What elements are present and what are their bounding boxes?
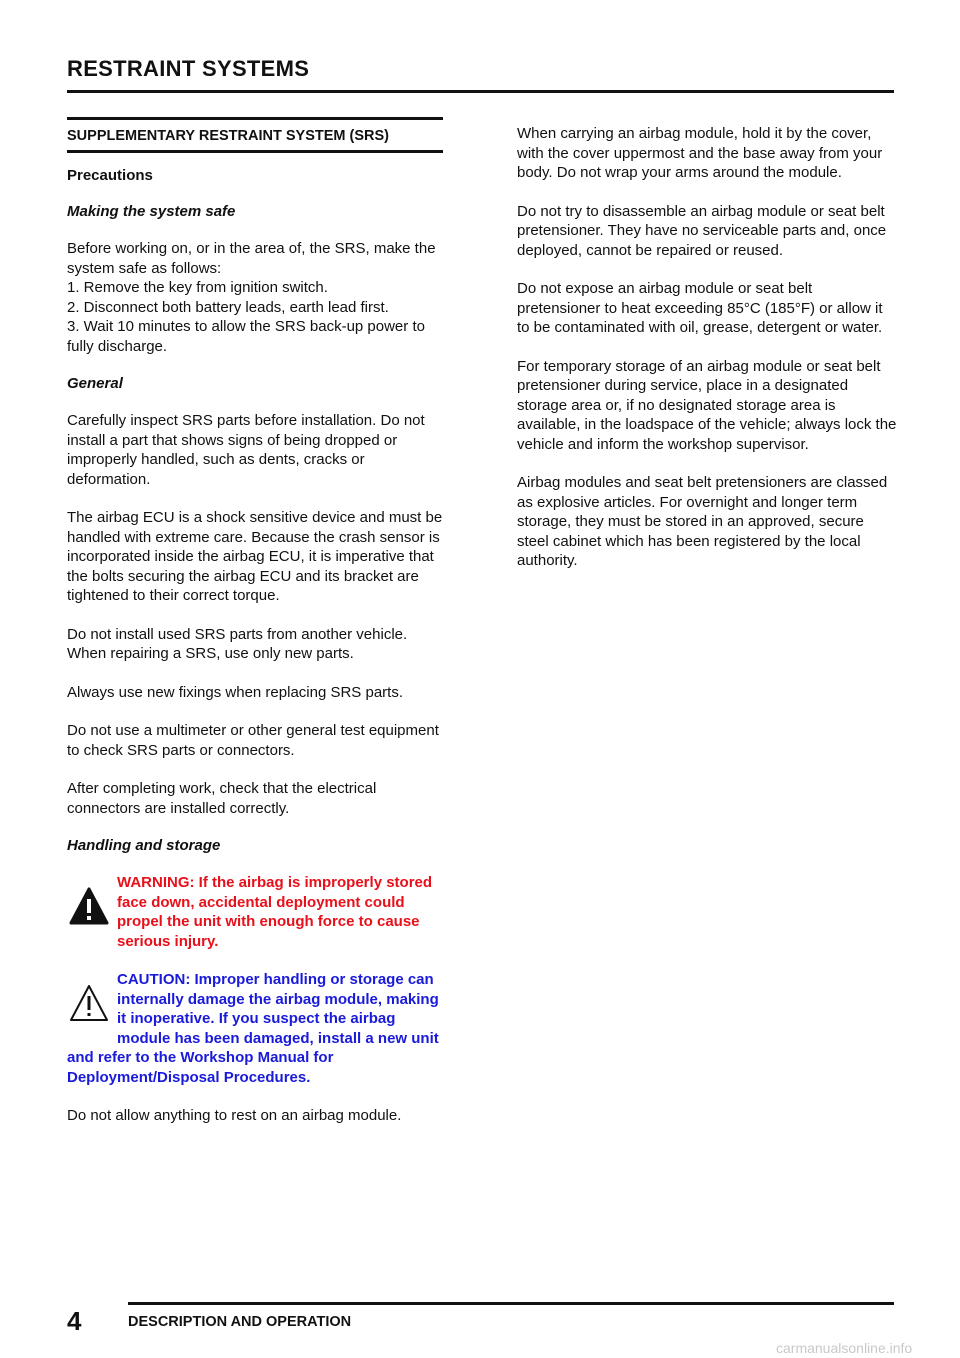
caution-text: CAUTION: Improper handling or storage can internally damage the airbag module, making it inoperative. If you suspect the airbag module has been damaged, install a new unit and refer to the Workshop Manual for Deployment/Disposal Procedures. — [67, 971, 439, 1086]
right-paragraph-4: For temporary storage of an airbag module or seat belt pretensioner during service, place in a designated storage area or, if no designated storage area is available, in the loadspace of the vehicle; always lock the vehicle and inform the workshop supervisor. — [517, 357, 897, 453]
general-paragraph-2: The airbag ECU is a shock sensitive device and must be handled with extreme care. Because the crash sensor is incorporated inside the airbag ECU, it is imperative that the bolts securing the airbag ECU and its bracket are tightened to their correct torque. — [67, 509, 443, 604]
header-rule — [67, 90, 894, 93]
warning-notice — [67, 873, 443, 951]
caution-notice — [67, 970, 443, 1087]
general-heading: General — [67, 375, 123, 392]
footer-rule — [128, 1302, 894, 1305]
safe-step-2: 2. Disconnect both battery leads, earth lead first. — [67, 298, 389, 316]
section-rule-top — [67, 117, 443, 120]
caution-triangle-icon — [67, 978, 111, 1030]
general-paragraph-3: Do not install used SRS parts from another vehicle. When repairing a SRS, use only new parts. — [67, 625, 408, 662]
general-paragraph-4: Always use new fixings when replacing SRS parts. — [67, 683, 403, 701]
general-paragraph-6: After completing work, check that the electrical connectors are installed correctly. — [67, 780, 377, 817]
general-paragraph-1: Carefully inspect SRS parts before installation. Do not install a part that shows signs of being dropped or improperly handled, such as dents, cracks or deformation. — [67, 412, 425, 488]
precautions-heading: Precautions — [67, 167, 153, 184]
page-number: 4 — [67, 1306, 82, 1336]
right-column — [517, 124, 897, 590]
right-paragraph-5: Airbag modules and seat belt pretensioners are classed as explosive articles. For overnight and longer term storage, they must be stored in an approved, secure steel cabinet which has been registered by the local authority. — [517, 474, 888, 569]
watermark: carmanualsonline.info — [776, 1340, 913, 1356]
handling-paragraph: Do not allow anything to rest on an airbag module. — [67, 1107, 402, 1124]
general-paragraph-5: Do not use a multimeter or other general test equipment to check SRS parts or connectors. — [67, 722, 439, 759]
left-column — [67, 117, 443, 1145]
right-paragraph-2: Do not try to disassemble an airbag module or seat belt pretensioner. They have no serviceable parts and, once deployed, cannot be repaired or reused. — [517, 202, 887, 259]
page-header-title: RESTRAINT SYSTEMS — [67, 56, 310, 81]
warning-text: WARNING: If the airbag is improperly stored face down, accidental deployment could propel the unit with enough force to cause serious injury. — [117, 874, 433, 950]
safe-step-1: 1. Remove the key from ignition switch. — [67, 279, 328, 296]
safe-step-3: 3. Wait 10 minutes to allow the SRS back-up power to fully discharge. — [67, 318, 425, 355]
right-paragraph-3: Do not expose an airbag module or seat belt pretensioner to heat exceeding 85°C (185°F) or allow it to be contaminated with oil, grease, detergent or water. — [517, 280, 883, 336]
safe-procedure — [67, 239, 443, 356]
handling-heading: Handling and storage — [67, 837, 221, 854]
warning-triangle-icon — [67, 881, 111, 933]
making-safe-heading: Making the system safe — [67, 203, 236, 220]
section-rule-bottom — [67, 150, 443, 153]
safe-intro: Before working on, or in the area of, the SRS, make the system safe as follows: — [67, 240, 436, 277]
right-paragraph-1: When carrying an airbag module, hold it by the cover, with the cover uppermost and the base away from your body. Do not wrap your arms around the module. — [517, 125, 883, 181]
footer-section-title: DESCRIPTION AND OPERATION — [128, 1314, 352, 1330]
section-title: SUPPLEMENTARY RESTRAINT SYSTEM (SRS) — [67, 128, 389, 144]
